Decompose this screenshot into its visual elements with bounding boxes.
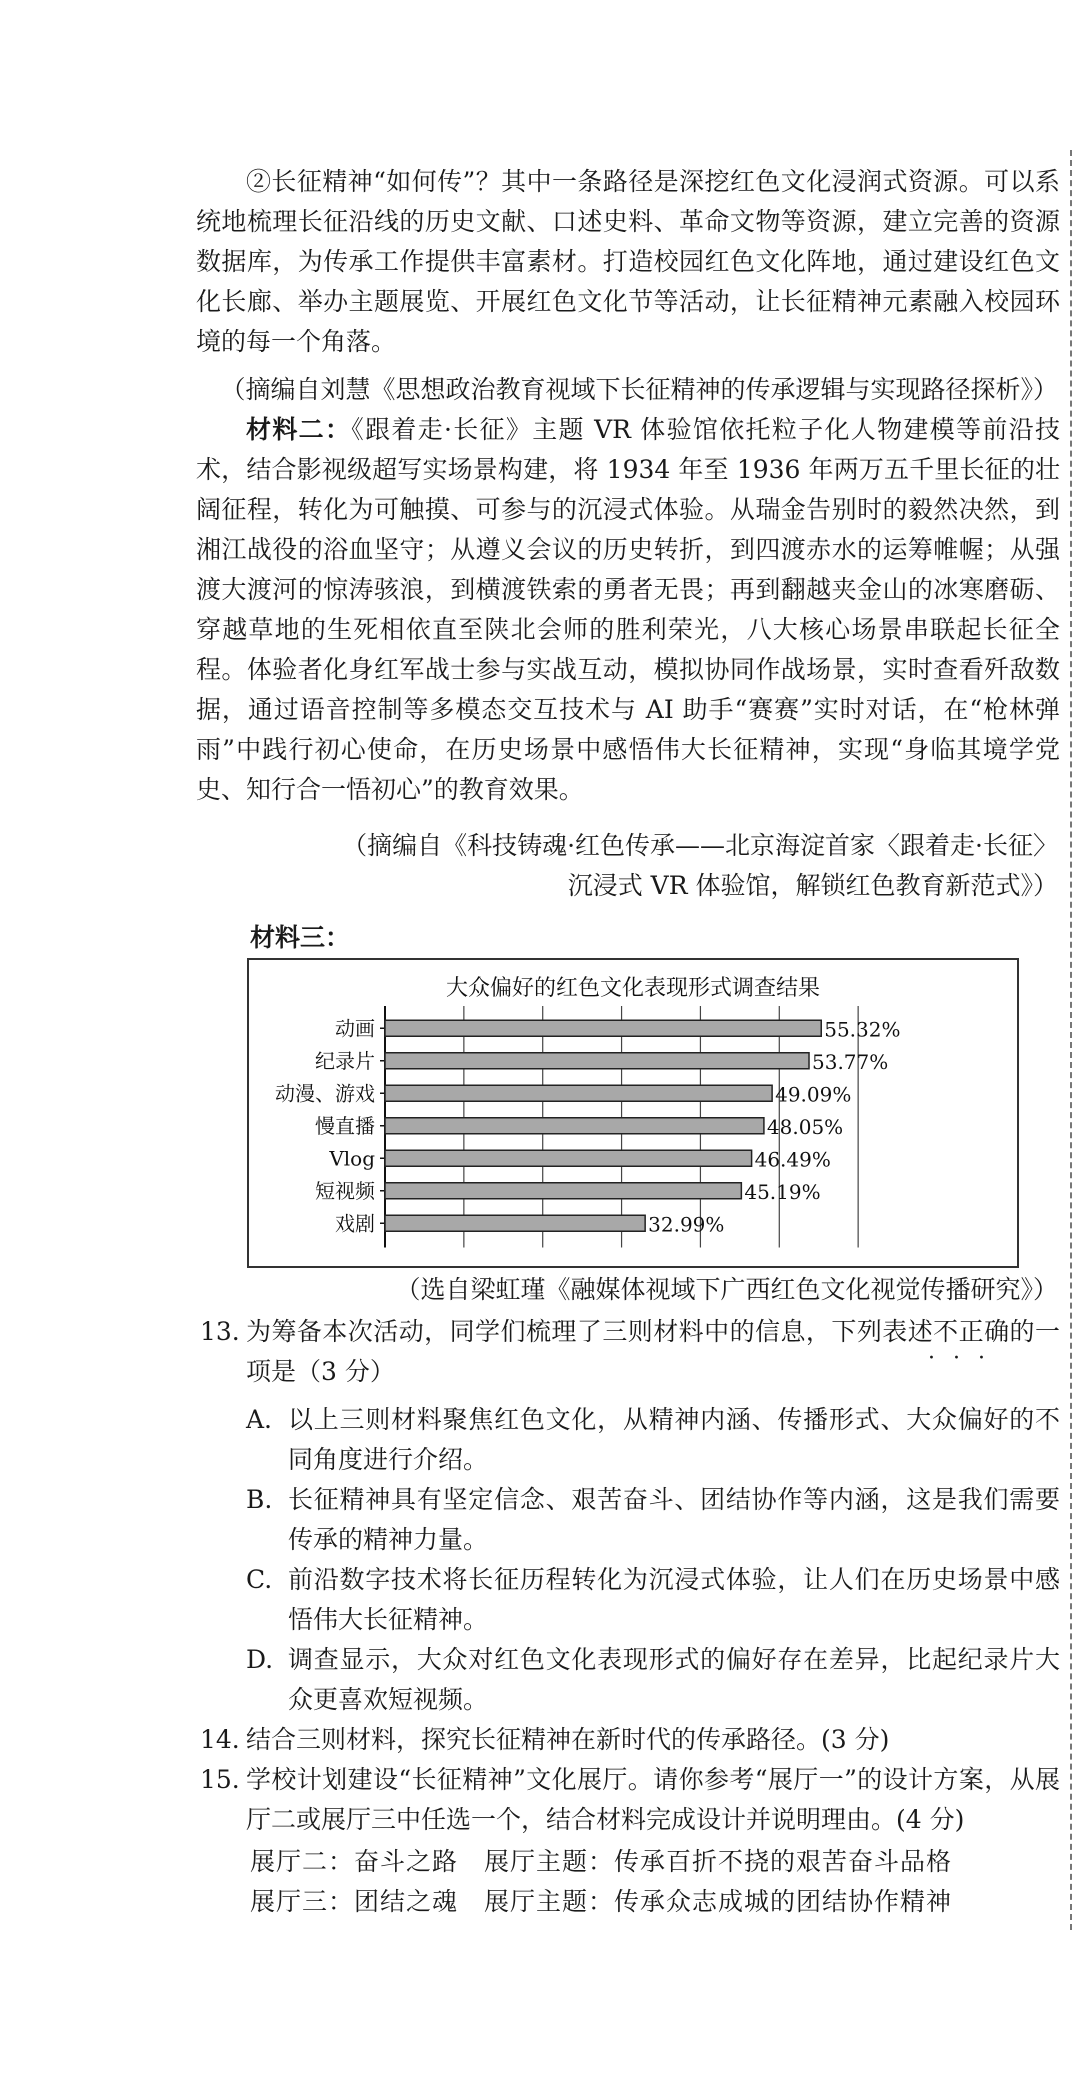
question-13-number: 13. (200, 1317, 240, 1346)
material2-paragraph (196, 410, 1060, 810)
survey-chart-svg (249, 960, 1017, 1266)
chart-value-label: 49.09% (775, 1082, 852, 1107)
material1-source: （摘编自刘慧《思想政治教育视域下长征精神的传承逻辑与实现路径探析》） (220, 375, 1058, 404)
option-d-letter: D. (246, 1645, 274, 1674)
chart-value-label: 55.32% (824, 1017, 901, 1042)
material2-source-line1: （摘编自《科技铸魂·红色传承——北京海淀首家〈跟着走·长征〉 (342, 831, 1058, 860)
option-b (246, 1480, 1060, 1560)
chart-value-label: 45.19% (744, 1179, 821, 1204)
emphasis-dot: · (953, 1346, 960, 1371)
emphasis-dot: · (978, 1346, 985, 1371)
option-a-text: 以上三则材料聚焦红色文化，从精神内涵、传播形式、大众偏好的不同角度进行介绍。 (288, 1405, 1060, 1474)
option-b-text: 长征精神具有坚定信念、艰苦奋斗、团结协作等内涵，这是我们需要传承的精神力量。 (288, 1485, 1060, 1554)
question-15-stem: 学校计划建设“长征精神”文化展厅。请你参考“展厅一”的设计方案，从展厅二或展厅三中任选一个，结合材料完成设计并说明理由。(4 分) (246, 1765, 1060, 1834)
chart-bar (385, 1085, 772, 1101)
binding-cut-line (1070, 150, 1072, 1930)
chart-category-label: 慢直播 (315, 1113, 375, 1138)
option-a-letter: A. (246, 1405, 273, 1434)
chart-value-label: 48.05% (766, 1114, 844, 1139)
option-a (246, 1400, 1060, 1480)
material3-label: 材料三： (250, 923, 351, 952)
question-14-stem: 结合三则材料，探究长征精神在新时代的传承路径。(3 分) (246, 1725, 890, 1754)
chart-bar (385, 1053, 809, 1069)
chart-value-label: 46.49% (754, 1147, 831, 1172)
chart-bar (385, 1183, 741, 1199)
hall-3-line: 展厅三：团结之魂 展厅主题：传承众志成城的团结协作精神 (250, 1887, 953, 1916)
question-15 (200, 1760, 1060, 1840)
chart-category-label: 动画 (335, 1016, 375, 1041)
emphasis-dot: · (928, 1346, 935, 1371)
chart-category-label: 戏剧 (335, 1211, 375, 1236)
option-c-text: 前沿数字技术将长征历程转化为沉浸式体验，让人们在历史场景中感悟伟大长征精神。 (288, 1565, 1060, 1634)
option-c (246, 1560, 1060, 1640)
chart-category-label: Vlog (329, 1146, 375, 1171)
question-15-number: 15. (200, 1765, 240, 1794)
material1-paragraph-2: ②长征精神“如何传”？其中一条路径是深挖红色文化浸润式资源。可以系统地梳理长征沿线的历史文献、口述史料、革命文物等资源，建立完善的资源数据库，为传承工作提供丰富素材。打造校园红色文化阵地，通过建设红色文化长廊、举办主题展览、开展红色文化节等活动，让长征精神元素融入校园环境的每一个角落。 (196, 167, 1060, 356)
chart-value-label: 32.99% (648, 1212, 725, 1237)
chart-title: 大众偏好的红色文化表现形式调查结果 (445, 976, 821, 1001)
chart-source: （选自梁虹瑾《融媒体视域下广西红色文化视觉传播研究》） (395, 1275, 1058, 1304)
question-14 (200, 1720, 1060, 1760)
chart-bar (385, 1020, 821, 1036)
option-d (246, 1640, 1060, 1720)
chart-value-label: 53.77% (812, 1049, 889, 1074)
material2-source-line2: 沉浸式 VR 体验馆，解锁红色教育新范式》） (567, 871, 1058, 900)
chart-category-label: 短视频 (315, 1178, 375, 1203)
chart-bar (385, 1118, 764, 1134)
option-d-text: 调查显示，大众对红色文化表现形式的偏好存在差异，比起纪录片大众更喜欢短视频。 (288, 1645, 1060, 1714)
chart-category-label: 纪录片 (315, 1048, 375, 1073)
hall-2-line: 展厅二：奋斗之路 展厅主题：传承百折不挠的艰苦奋斗品格 (250, 1847, 953, 1876)
question-14-number: 14. (200, 1725, 240, 1754)
option-b-letter: B. (246, 1485, 273, 1514)
chart-bar (385, 1215, 645, 1231)
option-c-letter: C. (246, 1565, 273, 1594)
chart-category-label: 动漫、游戏 (275, 1081, 375, 1106)
chart-bar (385, 1150, 752, 1166)
survey-chart (247, 958, 1019, 1268)
material2-text: 《跟着走·长征》主题 VR 体验馆依托粒子化人物建模等前沿技术，结合影视级超写实场景构建，将 1934 年至 1936 年两万五千里长征的壮阔征程，转化为可触摸、可参与的沉浸式体验。从瑞金告别时的毅然决然，到湘江战役的浴血坚守；从遵义会议的历史转折，到四渡赤水的运筹帷幄；从强渡大渡河的惊涛骇浪，到横渡铁索的勇者无畏；再到翻越夹金山的冰寒磨砺、穿越草地的生死相依直至陕北会师的胜利荣光，八大核心场景串联起长征全程。体验者化身红军战士参与实战互动，模拟协同作战场景，实时查看歼敌数据，通过语音控制等多模态交互技术与 AI 助手“赛赛”实时对话，在“枪林弹雨”中践行初心使命，在历史场景中感悟伟大长征精神，实现“身临其境学党史、知行合一悟初心”的教育效果。 (196, 415, 1060, 804)
material2-label: 材料二： (246, 415, 352, 444)
question-13-stem: 为筹备本次活动，同学们梳理了三则材料中的信息，下列表述不正确的一项是（3 分） (246, 1317, 1060, 1386)
